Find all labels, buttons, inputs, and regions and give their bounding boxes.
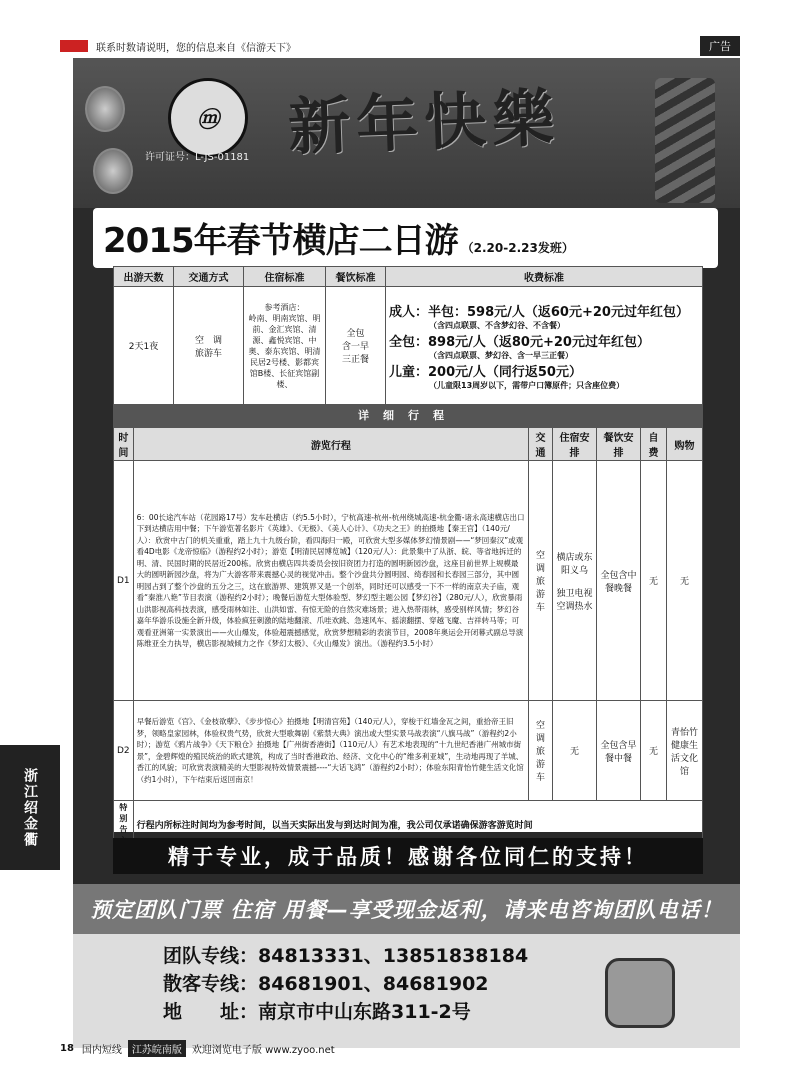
lantern-icon (93, 148, 133, 194)
child-price: 儿童：200元/人（同行返50元） (389, 364, 582, 380)
col-header: 自费 (641, 428, 667, 461)
firecracker-icon (655, 78, 715, 203)
adult-half-note: （含四点联票、不含梦幻谷、不含餐） (429, 320, 565, 330)
col-header: 时间 (114, 428, 134, 461)
col-header: 住宿安排 (553, 428, 597, 461)
footer (60, 1040, 740, 1056)
traffic-cell: 空调旅游车 (529, 461, 553, 701)
individual-hotline: 散客专线：84681901、84681902 (163, 973, 489, 995)
transport-cell: 空 调 旅游车 (174, 287, 244, 405)
days-cell: 2天1夜 (114, 287, 174, 405)
hotel-cell: 参考酒店： 岭南、明南宾馆、明前、金汇宾馆、清源、鑫悦宾馆、中奥、泰东宾馆、明清民居2号楼、影都宾馆B楼、长征宾馆副楼、 (244, 287, 326, 405)
child-note: （儿童限13周岁以下，需带户口簿原件；只含座位费） (429, 380, 625, 390)
table-row (114, 701, 703, 801)
section-name: 国内短线 (81, 1044, 122, 1056)
adult-half-price: 成人：半包：598元/人（返60元+20元过年红包） (389, 304, 689, 320)
tour-title (93, 208, 718, 268)
hotel-cell: 横店或东阳义乌 独卫电视空调热水 (553, 461, 597, 701)
publisher-logo (60, 40, 88, 52)
team-hotline: 团队专线：84813331、13851838184 (163, 945, 529, 967)
telephone-icon (605, 958, 675, 1028)
itinerary-sheet (113, 266, 703, 832)
col-header: 餐饮安排 (597, 428, 641, 461)
slogan: 精于专业，成于品质！感谢各位同仁的支持！ (113, 838, 703, 874)
col-header: 餐饮标准 (326, 267, 386, 287)
top-bar (60, 36, 740, 56)
col-header: 收费标准 (386, 267, 703, 287)
banner (73, 58, 740, 208)
table-row (114, 461, 703, 701)
section-title: 详细行程 (113, 405, 703, 427)
col-header: 出游天数 (114, 267, 174, 287)
page-number: 18 (60, 1042, 74, 1054)
meal-cell: 全包含中餐晚餐 (597, 461, 641, 701)
brand-logo: ⓜ (168, 78, 248, 158)
price-table (113, 266, 703, 405)
shopping-cell: 青怡竹健康生活文化馆 (667, 701, 703, 801)
shopping-cell: 无 (667, 461, 703, 701)
day-itinerary: 6：00长途汽车站（花园路17号）发车赴横店（约5.5小时），宁杭高速-杭州-杭州绕城高速-杭金衢-诸永高速横店出口下到达横店用中餐；下午游览著名影片《英雄》、《无极》、《美人心计》、《功夫之王》的拍摄地【秦王宫】（140元/人）：欣赏中古门的机关重重，踏上九十九级台阶，看四海归一殿，可欣赏大型多媒体梦幻情景剧——“梦回秦汉”或观看4D电影《龙帝惊临》（游程约2小时）；游览【明清民居博览城】（120元/人）：此景集中了从浙、皖、等省地拆迁的明、清、民国时期的民居近200栋。欣赏由横店四共委员会按旧资团力打造的圆明新园沙盘，这座目前世界上规模最大的圆明新园沙盘，将为广大游客带来震撼心灵的视觉冲击。整个沙盘共分圆明园、绮春园和长春园三部分，其中圆明园占到了整个沙盘的五分之三，这在旅游界、建筑界又是一个创举，同时还可以感受一下不一样的南京夫子庙，观看“秦淮八艳”节目表演（游程约2小时）；晚餐后游览大型体验型、梦幻型主题公园【梦幻谷】（280元/人），欣赏暴雨山洪影视高科技表演，感受雨林如注、山洪如雷、有惊无险的自然灾难场景；进入热带雨林，感受别样风情；梦幻谷嘉年华游乐设施全新升级，体验疯狂刺激的陆地翻滚、爪哇欢跳、急速风车、摇滚翻摆、穿越飞魔、吉祥转马等；可观看亚洲第一实景演出——火山爆发，体验超震撼感觉，欣赏梦想精彩的表演节目，2008年奥运会开闭幕式副总导演陈维亚全力执导，横店影视城倾力之作《梦幻太极》、《火山爆发》演出。（游程约3.5小时） (133, 461, 528, 701)
lantern-icon (85, 86, 125, 132)
website[interactable]: 欢迎浏览电子版 www.zyoo.net (191, 1044, 335, 1056)
col-header: 交通 (529, 428, 553, 461)
day-label: D1 (114, 461, 134, 701)
full-note: （含四点联票、梦幻谷、含一早三正餐） (429, 350, 573, 360)
license-number: 许可证号：L-JS-01181 (145, 152, 250, 163)
day-label: D2 (114, 701, 134, 801)
top-notice: 联系时数请说明，您的信息来自《信游天下》 (96, 42, 296, 54)
ad-frame (73, 58, 740, 1048)
notice-label: 特别告 (114, 801, 134, 848)
col-header: 住宿标准 (244, 267, 326, 287)
col-header: 购物 (667, 428, 703, 461)
side-tab: 浙江绍金衢 (0, 745, 60, 870)
traffic-cell: 空调旅游车 (529, 701, 553, 801)
ad-badge: 广告 (700, 36, 740, 56)
col-header: 交通方式 (174, 267, 244, 287)
hotel-cell: 无 (553, 701, 597, 801)
tour-title-text: 2015年春节横店二日游 (103, 221, 458, 261)
own-expense-cell: 无 (641, 461, 667, 701)
region-tag: 江苏皖南版 (128, 1040, 186, 1057)
itinerary-table (113, 427, 703, 848)
day-itinerary: 早餐后游览《宫》、《金枝欲孽》、《步步惊心》拍摄地【明清宫苑】（140元/人），穿梭于红墙金瓦之间，重拾帝王旧梦，领略皇家园林，体验权贵气势，欣赏大型歌舞剧《紫禁大典》演出或大型实景马战表演“八旗马战”（游程约2小时）；游览《鸦片战争》《天下粮仓》拍摄地【广州街香港街】（110元/人）有艺术地表现的“十九世纪香港广州城市街景”，金碧辉煌的殖民统治的欧式建筑，构成了当时香港政治、经济、文化中心的“维多利亚城”，生动地再现了羊城、香江的风貌；可欣赏表演精美的大型影视特效情景震撼----“大话飞鸿”（游程约2小时）；体验东阳青怡竹健生活文化馆（约1小时），下午结束后返回南京！ (133, 701, 528, 801)
meal-cell: 全包 含一早 三正餐 (326, 287, 386, 405)
meal-cell: 全包含早餐中餐 (597, 701, 641, 801)
full-price: 全包：898元/人（返80元+20元过年红包） (389, 334, 650, 350)
own-expense-cell: 无 (641, 701, 667, 801)
col-header: 游览行程 (133, 428, 528, 461)
price-cell (386, 287, 703, 405)
new-year-greeting: 新年快樂 (286, 81, 562, 164)
promo-strip: 预定团队门票 住宿 用餐—享受现金返利，请来电咨询团队电话！ (73, 884, 740, 934)
tour-dates: （2.20-2.23发班） (461, 241, 574, 255)
notice-text: 行程内所标注时间均为参考时间，以当天实际出发与到达时间为准，我公司仅承诺确保游客游览时间 (133, 801, 702, 848)
address: 地 址：南京市中山东路311-2号 (163, 1001, 471, 1023)
